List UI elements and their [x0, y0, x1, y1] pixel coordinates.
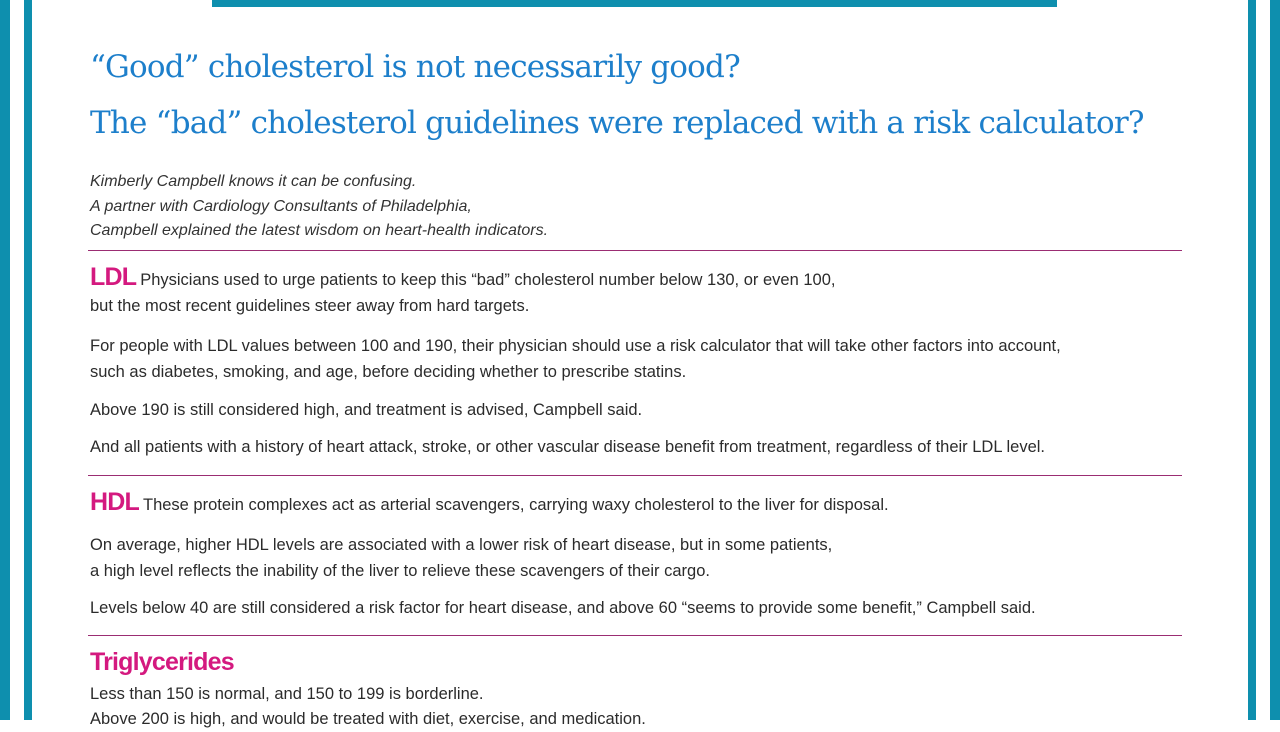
hdl-term: HDL: [90, 488, 139, 516]
intro-line-1: Kimberly Campbell knows it can be confusing.: [90, 173, 417, 190]
frame-left-inner: [24, 0, 32, 720]
ldl-paragraph-2: [90, 333, 1061, 385]
frame-right-outer: [1270, 0, 1280, 720]
frame-top-bar: [212, 0, 1057, 7]
section-divider-3: [88, 635, 1182, 636]
frame-right-inner: [1248, 0, 1256, 720]
hdl-p1: These protein complexes act as arterial scavengers, carrying waxy cholesterol to the liver for disposal.: [142, 496, 889, 514]
headline-line-1: “Good” cholesterol is not necessarily good?: [90, 49, 740, 85]
triglycerides-paragraph-2: Above 200 is high, and would be treated with diet, exercise, and medication.: [90, 710, 646, 728]
hdl-p2-line-2: a high level reflects the inability of the liver to relieve these scavengers of their cargo.: [90, 562, 710, 580]
triglycerides-term: Triglycerides: [90, 648, 234, 676]
ldl-p2-line-2: such as diabetes, smoking, and age, before deciding whether to prescribe statins.: [90, 363, 687, 381]
intro-text: [90, 170, 548, 244]
triglycerides-paragraph-1: Less than 150 is normal, and 150 to 199 is borderline.: [90, 685, 484, 703]
intro-line-3: Campbell explained the latest wisdom on heart-health indicators.: [90, 222, 549, 239]
intro-line-2: A partner with Cardiology Consultants of Philadelphia,: [90, 197, 472, 215]
headline-line-2: The “bad” cholesterol guidelines were replaced with a risk calculator?: [90, 105, 1144, 141]
hdl-paragraph-1: [90, 489, 889, 518]
hdl-paragraph-2: [90, 532, 832, 584]
ldl-paragraph-4: And all patients with a history of heart attack, stroke, or other vascular disease benefit from treatment, regardless of their LDL level.: [90, 438, 1046, 456]
section-divider-2: [88, 475, 1182, 476]
frame-left-outer: [0, 0, 10, 720]
hdl-p2-line-1: On average, higher HDL levels are associated with a lower risk of heart disease, but in some patients,: [90, 536, 833, 554]
ldl-paragraph-1: [90, 264, 835, 319]
ldl-paragraph-3: Above 190 is still considered high, and treatment is advised, Campbell said.: [90, 401, 643, 419]
section-divider-1: [88, 250, 1182, 251]
hdl-paragraph-3: Levels below 40 are still considered a risk factor for heart disease, and above 60 “seems to provide some benefit,” Campbell said.: [90, 599, 1036, 617]
ldl-p1-line-1: Physicians used to urge patients to keep this “bad” cholesterol number below 130, or even 100,: [140, 271, 836, 289]
ldl-p1-line-2: but the most recent guidelines steer away from hard targets.: [90, 297, 530, 315]
ldl-p2-line-1: For people with LDL values between 100 and 190, their physician should use a risk calculator that will take other factors into account,: [90, 337, 1061, 355]
ldl-term: LDL: [90, 263, 137, 291]
